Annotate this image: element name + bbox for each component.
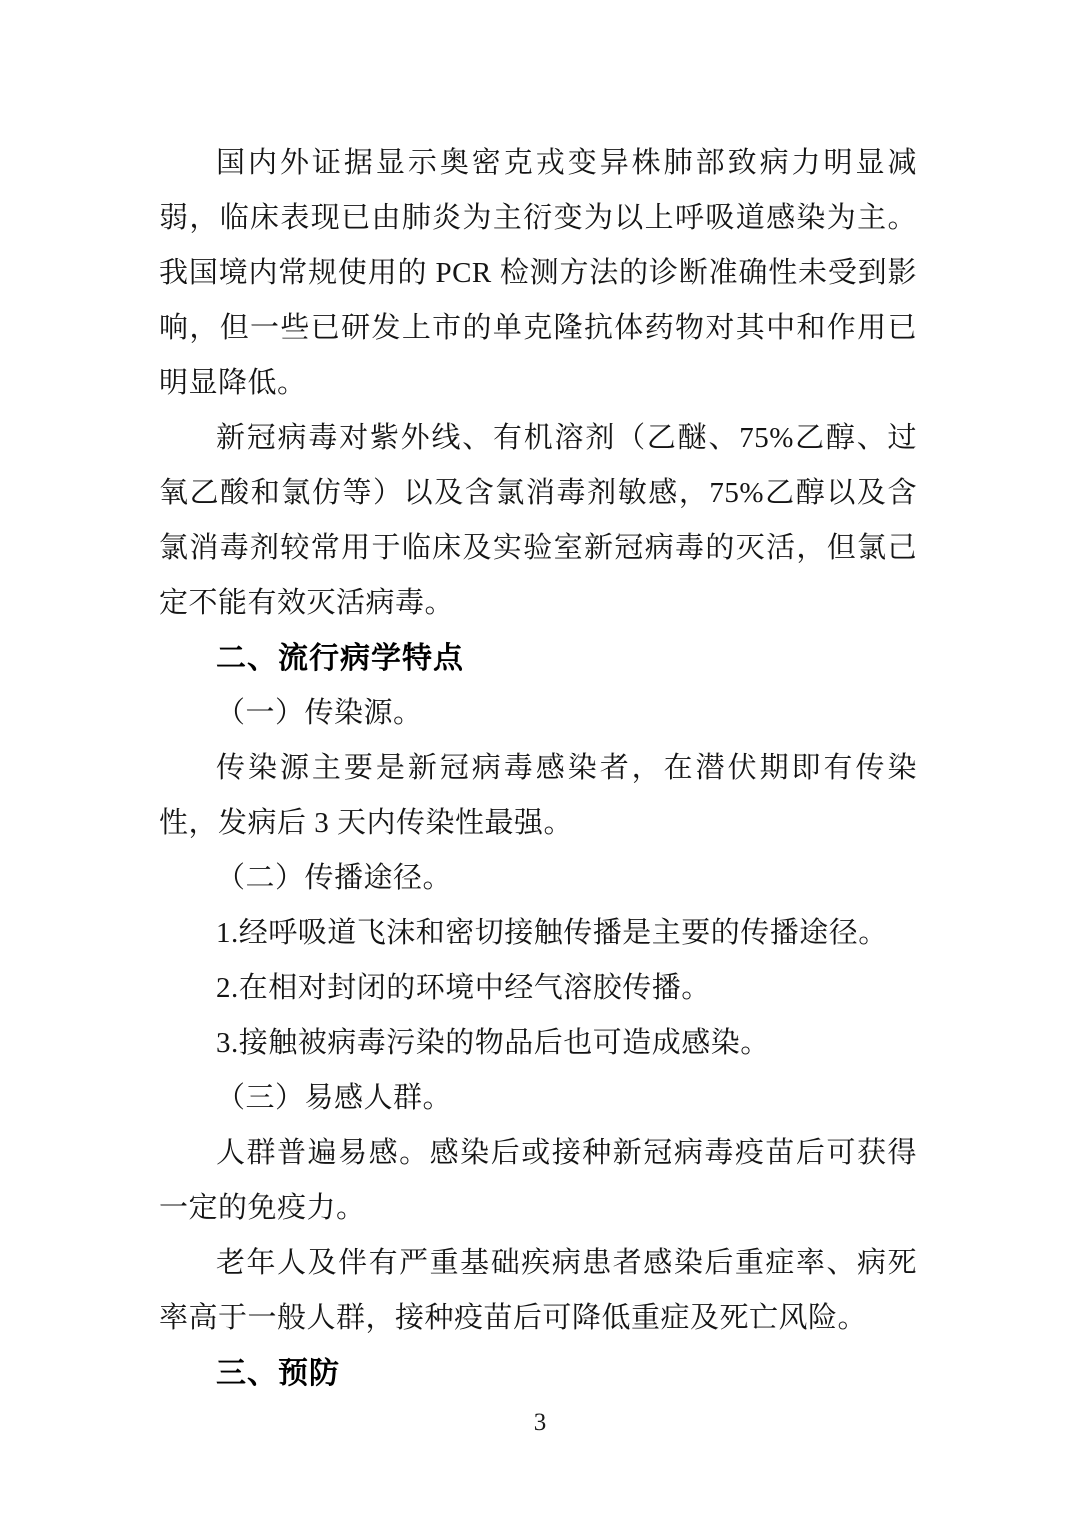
section-heading-prevention: 三、预防 [216,1357,340,1390]
body-paragraph: 新冠病毒对紫外线、有机溶剂（乙醚、75%乙醇、过氧乙酸和氯仿等）以及含氯消毒剂敏感，75%乙醇以及含氯消毒剂较常用于临床及实验室新冠病毒的灭活，但氯己定不能有效灭活病毒。 [159,422,917,619]
body-paragraph: 传染源主要是新冠病毒感染者，在潜伏期即有传染性，发病后 3 天内传染性最强。 [159,752,917,839]
body-paragraph: 人群普遍易感。感染后或接种新冠病毒疫苗后可获得一定的免疫力。 [159,1137,917,1224]
page-number: 3 [533,1409,547,1436]
body-paragraph: 国内外证据显示奥密克戎变异株肺部致病力明显减弱，临床表现已由肺炎为主衍变为以上呼吸道感染为主。我国境内常规使用的 PCR 检测方法的诊断准确性未受到影响，但一些已研发上市的单克隆抗体药物对其中和作用已明显降低。 [159,147,917,399]
list-item-paragraph: 2.在相对封闭的环境中经气溶胶传播。 [216,972,711,1004]
section-heading-epidemiology: 二、流行病学特点 [216,642,464,675]
subheading-infection-source: （一）传染源。 [216,697,423,729]
page-content [159,136,917,1401]
body-paragraph: 老年人及伴有严重基础疾病患者感染后重症率、病死率高于一般人群，接种疫苗后可降低重症及死亡风险。 [159,1247,917,1334]
subheading-susceptible-population: （三）易感人群。 [216,1082,453,1114]
list-item-paragraph: 1.经呼吸道飞沫和密切接触传播是主要的传播途径。 [216,917,888,949]
subheading-transmission-routes: （二）传播途径。 [216,862,453,894]
list-item-paragraph: 3.接触被病毒污染的物品后也可造成感染。 [216,1027,770,1059]
